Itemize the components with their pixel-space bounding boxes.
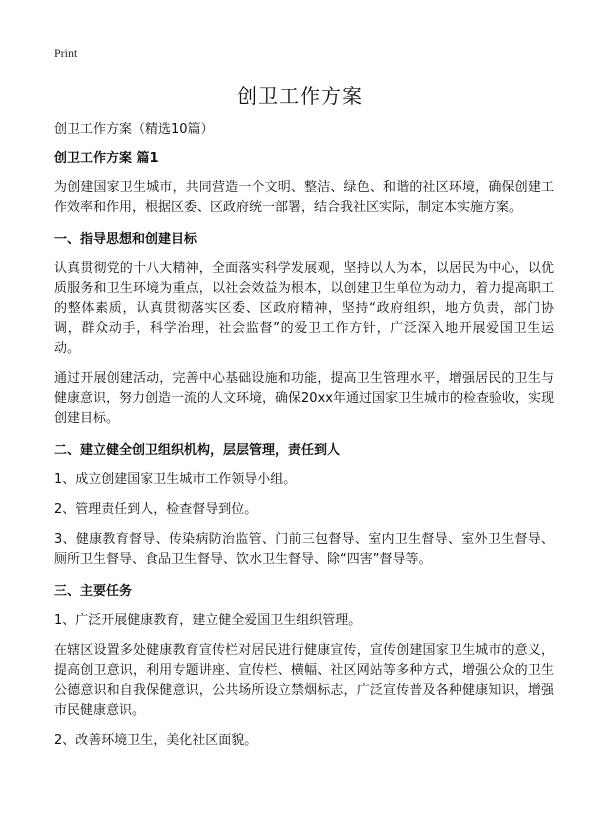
section-3-paragraph: 在辖区设置多处健康教育宣传栏对居民进行健康宣传，宣传创建国家卫生城市的意义，提高创卫意识，利用专题讲座、宣传栏、横幅、社区网站等多种方式，增强公众的卫生公德意识和自我保健意识，公共场所设立禁烟标志，广泛宣传普及各种健康知识，增强市民健康意识。 (54, 643, 554, 718)
section-3-item-2: 2、改善环境卫生，美化社区面貌。 (54, 733, 258, 748)
section-2-item-3: 3、健康教育督导、传染病防治监管、门前三包督导、室内卫生督导、室外卫生督导、厕所卫生督导、食品卫生督导、饮水卫生督导、除“四害”督导等。 (54, 532, 554, 567)
section-1-paragraph-1: 认真贯彻党的十八大精神，全面落实科学发展观，坚持以人为本，以居民为中心，以优质服务和卫生环境为重点，以社会效益为根本，以创建卫生单位为动力，着力提高职工的整体素质，认真贯彻落实区委、区政府精神，坚持“政府组织，地方负责，部门协调，群众动手，科学治理，社会监督”的爱卫工作方针，广泛深入地开展爱国卫生运动。 (54, 261, 554, 356)
section-1-paragraph-2: 通过开展创建活动，完善中心基础设施和功能，提高卫生管理水平，增强居民的卫生与健康意识，努力创造一流的人文环境，确保20xx年通过国家卫生城市的检查验收，实现创建目标。 (54, 371, 554, 426)
section-3-item-1: 1、广泛开展健康教育，建立健全爱国卫生组织管理。 (54, 613, 362, 628)
document-title: 创卫工作方案 (237, 84, 363, 108)
article-heading: 创卫工作方案 篇1 (54, 151, 159, 166)
section-heading-1: 一、指导思想和创建目标 (54, 232, 198, 247)
document-body (54, 120, 554, 761)
section-2-item-1: 1、成立创建国家卫生城市工作领导小组。 (54, 472, 297, 487)
intro-paragraph: 为创建国家卫生城市，共同营造一个文明、整洁、绿色、和谐的社区环境，确保创建工作效率和作用，根据区委、区政府统一部署，结合我社区实际，制定本实施方案。 (54, 180, 554, 215)
print-label: Print (54, 46, 78, 60)
section-heading-3: 三、主要任务 (54, 584, 133, 599)
section-heading-2: 二、建立健全创卫组织机构，层层管理，责任到人 (54, 443, 341, 458)
document-subtitle: 创卫工作方案（精选10篇） (54, 122, 214, 137)
section-2-item-2: 2、管理责任到人，检查督导到位。 (54, 502, 258, 517)
